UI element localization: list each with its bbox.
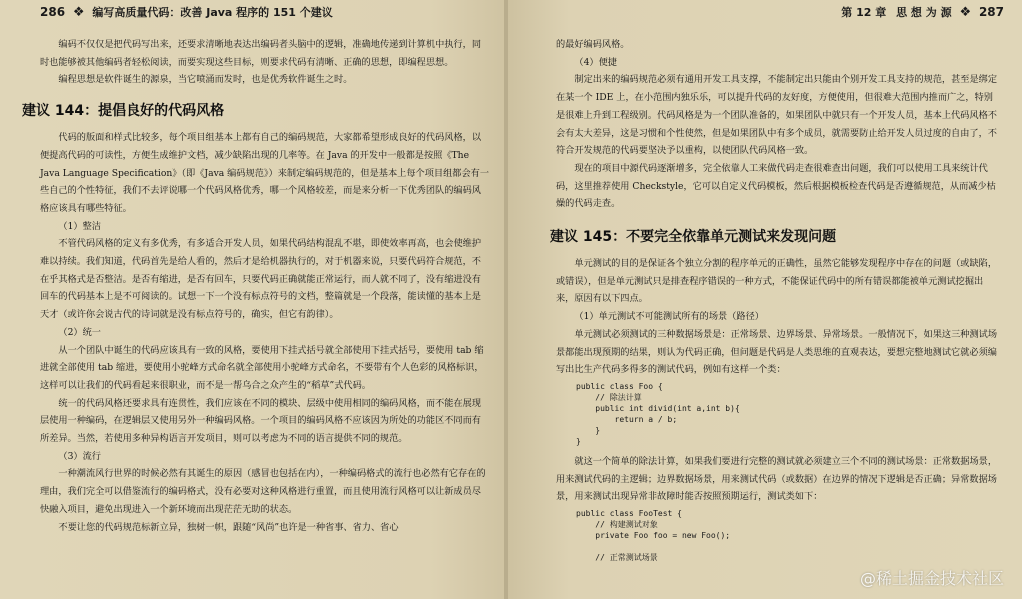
right-page-header <box>841 4 1004 20</box>
left-page-header <box>40 4 333 20</box>
paragraph: 就这一个简单的除法计算，如果我们要进行完整的测试就必须建立三个不同的测试场景：正常数据场景，用来测试代码的主逻辑；边界数据场景，用来测试代码（或数据）在边界的情况下逻辑是否正确；异常数据场景，用来测试出现异常非故障时能否按照预期运行，测试类如下： <box>556 455 998 503</box>
paragraph: 编码不仅仅是把代码写出来，还要求清晰地表达出编码者头脑中的逻辑，准确地传递到计算机中执行，同时也能够被其他编码者轻松阅读，而要实现这些目标，则要求代码有清晰、正确的思想，即编程思想。 <box>40 39 482 68</box>
code-line: public int divid(int a,int b){ <box>576 403 740 413</box>
code-block-footest <box>576 508 998 563</box>
paragraph: 统一的代码风格还要求具有连贯性，我们应该在不同的模块、层级中使用相同的编码风格，而不能在展现层使用一种编码，在逻辑层又使用另外一种编码风格。一个项目的编码风格不应该因为所处的功能区不同而有所差异。当然，若使用多种异构语言开发项目，则可以考虑为不同的语言提供不同的规范。 <box>40 397 482 445</box>
subheading: （3）流行 <box>58 450 101 462</box>
code-line: // 除法计算 <box>576 392 642 402</box>
paragraph: 单元测试必须测试的三种数据场景是：正常场景、边界场景、异常场景。一般情况下，如果这三种测试场景都能出现预期的结果，则认为代码正确，但问题是代码是人类思维的直观表达，要想完整地测试它就必须编写出比生产代码多得多的测试代码，例如有这样一个类： <box>556 328 998 376</box>
section-heading: 建议 145：不要完全依靠单元测试来发现问题 <box>550 229 837 246</box>
left-page-body <box>22 36 490 536</box>
code-line: } <box>576 425 601 435</box>
chapter-title: 思 想 为 源 <box>896 6 952 19</box>
section-heading: 建议 144：提倡良好的代码风格 <box>22 103 225 120</box>
code-line: // 正常测试场景 <box>576 553 658 563</box>
code-line: } <box>576 436 581 446</box>
right-page <box>508 0 1022 599</box>
paragraph: 单元测试的目的是保证各个独立分割的程序单元的正确性，虽然它能够发现程序中存在的问题（或缺陷，或错误），但是单元测试只是排查程序错误的一种方式，不能保证代码中的所有错误都能被单元测试挖掘出来，原因有以下四点。 <box>556 258 998 305</box>
paragraph: 不管代码风格的定义有多优秀，有多适合开发人员，如果代码结构混乱不堪，即使效率再高，也会使维护难以持续。我们知道，代码首先是给人看的，然后才是给机器执行的，对于机器来说，只要代码符合规范，不在乎其格式是否整洁。是否有缩进，是否有回车，只要代码正确就能正常运行，而人就不同了，没有缩进没有回车的代码基本上是不可阅读的。试想一下一个没有标点符号的文档，整篇就是一个段落，能读懂的基本上是天才（或许你会说古代的诗词就是没有标点符号的，确实，但它有韵律）。 <box>40 238 482 321</box>
chapter-label: 第 12 章 <box>841 6 887 19</box>
paragraph: 代码的版面和样式比较多，每个项目组基本上都有自己的编码规范，大家都希望形成良好的代码风格，以便提高代码的可读性，方便生成维护文档，减少缺陷出现的几率等。在 Java 的开发中一般都是按照《The Java Language Specification》（即《Java 编码规范》）来制定编码规范的，但是基本上每个项目组都会有一些自己的个性特征，我们不去评说哪一个代码风格优秀，哪一个风格较差，而是来分析一下优秀团队的编码风格应该具有哪些特征。 <box>40 132 490 214</box>
code-line <box>576 541 998 552</box>
paragraph: 编程思想是软件诞生的源泉，当它喷涌而发时，也是优秀软件诞生之时。 <box>58 74 353 86</box>
page-number: 287 <box>978 5 1004 19</box>
paragraph: 现在的项目中源代码逐渐增多，完全依靠人工来做代码走查很难查出问题，我们可以使用工具来统计代码，这里推荐使用 Checkstyle，它可以自定义代码模板，然后根据模板检查代码是否遵循规范，从而减少枯燥的代码走查。 <box>556 162 996 210</box>
subheading: （1）单元测试不可能测试所有的场景（路径） <box>574 311 764 323</box>
left-page <box>0 0 506 599</box>
paragraph: 从一个团队中诞生的代码应该具有一致的风格，要使用下挂式括号就全部使用下挂式括号，要使用 tab 缩进就全部使用 tab 缩进，要使用小驼峰方式命名就全部使用小驼峰方式命名，不要带有个人色彩的风格标识，这样可以让我们的代码看起来很职业，而不是一帮乌合之众产生的“稻草”式代码。 <box>40 344 484 391</box>
subheading: （2）统一 <box>58 326 101 338</box>
code-line: private Foo foo = new Foo(); <box>576 531 731 541</box>
right-page-body <box>550 36 998 569</box>
watermark: @稀土掘金技术社区 <box>859 569 1004 588</box>
book-title: 编写高质量代码：改善 Java 程序的 151 个建议 <box>92 6 333 19</box>
paragraph: 的最好编码风格。 <box>556 39 630 50</box>
subheading: （4）便捷 <box>574 56 617 68</box>
code-line: public class FooTest { <box>576 509 682 519</box>
diamond-ornament-icon: ❖ <box>959 5 972 20</box>
page-number: 286 <box>40 5 66 19</box>
paragraph: 不要让您的代码规范标新立异，独树一帜，跟随“风尚”也许是一种省事、省力、省心 <box>58 521 399 533</box>
code-block-foo <box>576 381 998 447</box>
subheading: （1）整洁 <box>58 220 101 232</box>
paragraph: 一种潮流风行世界的时候必然有其诞生的原因（感冒也包括在内），一种编码格式的流行也必然有它存在的理由，我们完全可以借鉴流行的编码格式，没有必要对这种风格进行重置，而且使用流行风格可以让新成员尽快融入项目，避免出现进入一个新环境而出现茫茫无助的状态。 <box>40 468 486 515</box>
code-line: // 构建测试对象 <box>576 520 658 530</box>
paragraph: 制定出来的编码规范必须有通用开发工具支撑，不能制定出只能由个别开发工具支持的规范，甚至是绑定在某一个 IDE 上，在小范围内独乐乐，可以提升代码的友好度，方便使用，但很难大范围内推而广之，特别是很难上升到工程级别。代码风格是为一个团队准备的，如果团队中就只有一个开发人员，基本上代码风格不会有太大差异，这是习惯和个性使然，但是如果团队中有多个成员，就需要防止给开发人员过度的自由了，不符合开发规范的代码要坚决予以重构，以使团队代码风格一致。 <box>556 74 998 157</box>
code-line: public class Foo { <box>576 381 663 391</box>
diamond-ornament-icon: ❖ <box>72 5 85 20</box>
code-line: return a / b; <box>576 414 678 424</box>
